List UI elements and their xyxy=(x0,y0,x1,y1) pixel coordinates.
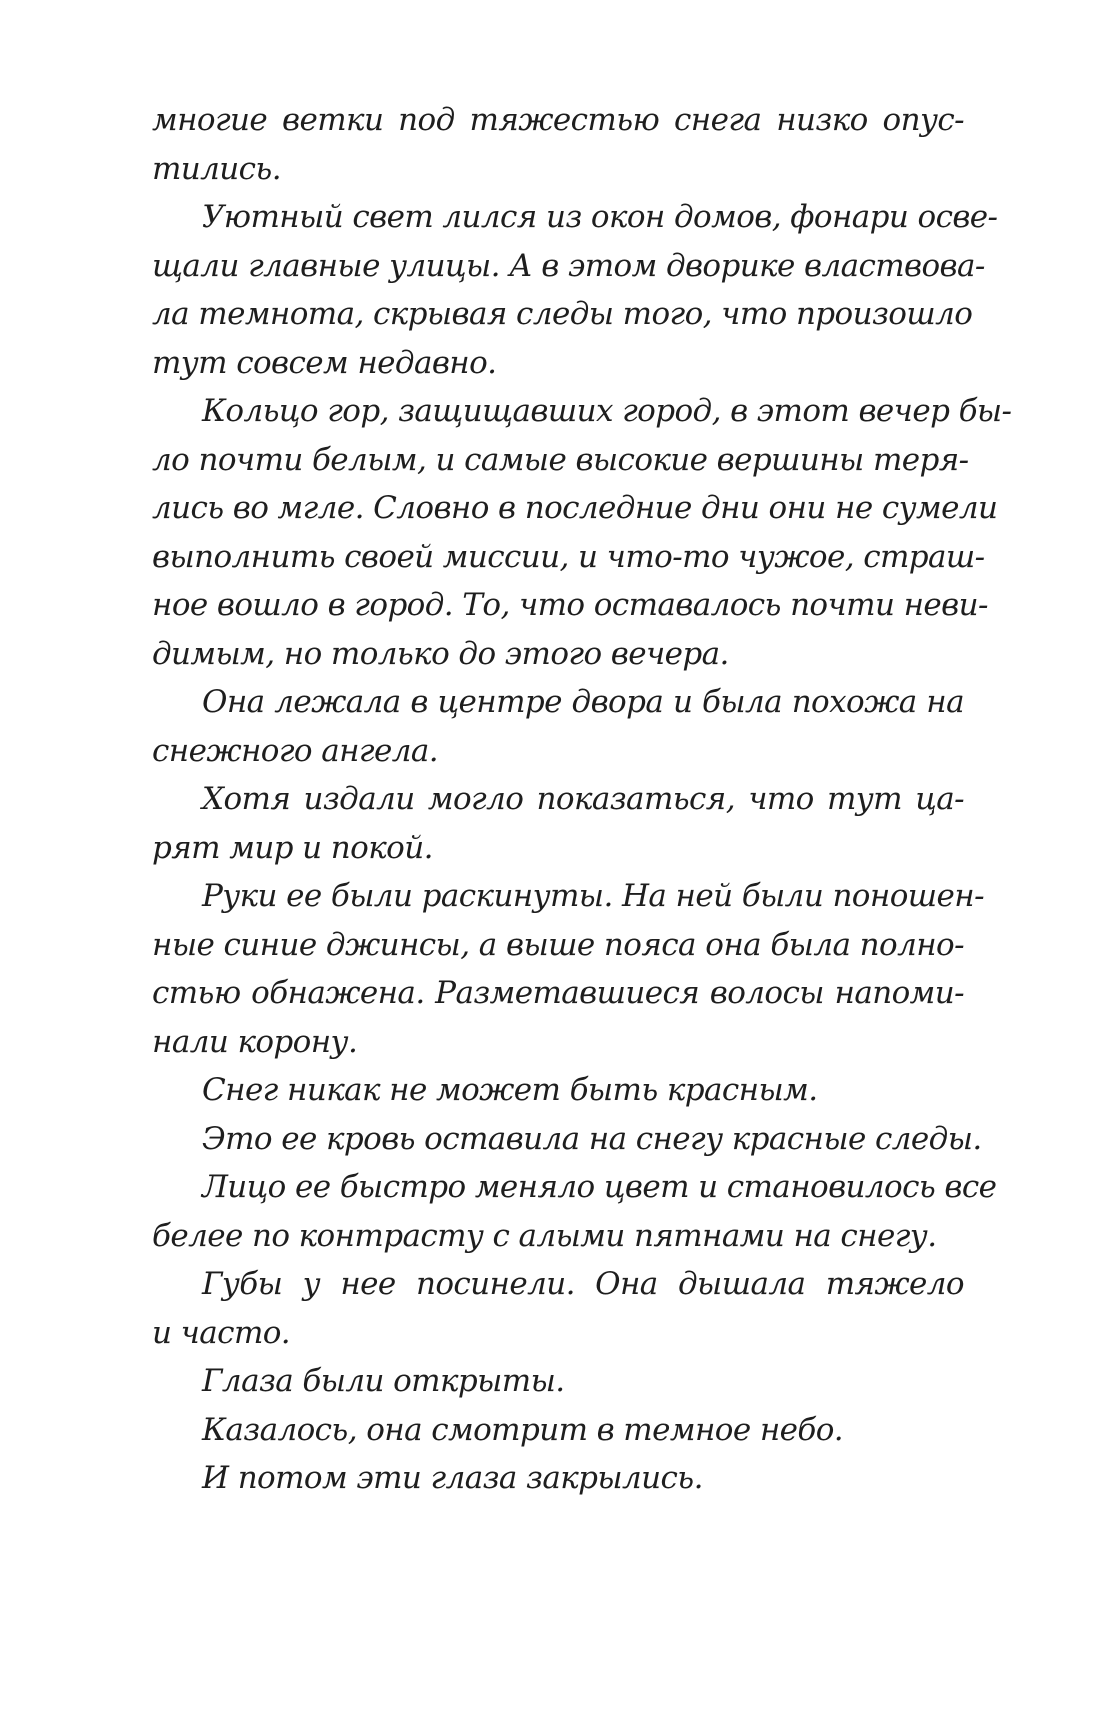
text-line: Это ее кровь оставила на снегу красные следы. xyxy=(202,1120,982,1157)
text-line: ные синие джинсы, а выше пояса она была полно- xyxy=(152,926,964,963)
text-line: ло почти белым, и самые высокие вершины теря- xyxy=(152,441,969,478)
text-line: И потом эти глаза закрылись. xyxy=(202,1460,703,1496)
text-line: димым, но только до этого вечера. xyxy=(152,635,729,672)
text-line: ла темнота, скрывая следы того, что произошло xyxy=(152,296,973,332)
text-line: выполнить своей миссии, и что-то чужое, страш- xyxy=(152,538,985,575)
text-line: Кольцо гор, защищавших город, в этот вечер бы- xyxy=(202,393,1012,429)
text-line: снежного ангела. xyxy=(152,732,439,769)
text-line: Уютный свет лился из окон домов, фонари осве- xyxy=(202,199,998,235)
text-line: Глаза были открыты. xyxy=(202,1363,565,1399)
text-line: стью обнажена. Разметавшиеся волосы напоми- xyxy=(152,975,964,1011)
text-line: нали корону. xyxy=(152,1023,358,1060)
text-line: Она лежала в центре двора и была похожа на xyxy=(202,684,964,720)
text-line: Губы у нее посинели. Она дышала тяжело xyxy=(202,1266,964,1302)
text-line: Лицо ее быстро меняло цвет и становилось все xyxy=(202,1169,997,1205)
text-line: рят мир и покой. xyxy=(152,829,433,866)
text-line: щали главные улицы. А в этом дворике властвова- xyxy=(152,247,985,284)
text-line: Хотя издали могло показаться, что тут ца- xyxy=(202,781,964,817)
text-line: Казалось, она смотрит в темное небо. xyxy=(202,1411,844,1448)
body-text xyxy=(152,96,1012,1503)
text-line: тились. xyxy=(152,150,281,187)
text-line: белее по контрасту с алыми пятнами на снегу. xyxy=(152,1217,937,1254)
text-line: лись во мгле. Словно в последние дни они не сумели xyxy=(152,490,998,526)
text-line: и часто. xyxy=(152,1314,291,1351)
text-line: тут совсем недавно. xyxy=(152,344,497,381)
text-line: Снег никак не может быть красным. xyxy=(202,1072,818,1108)
text-line: Руки ее были раскинуты. На ней были поношен- xyxy=(202,878,984,914)
text-line: ное вошло в город. То, что оставалось почти неви- xyxy=(152,587,988,623)
text-line: многие ветки под тяжестью снега низко опус- xyxy=(152,102,964,138)
